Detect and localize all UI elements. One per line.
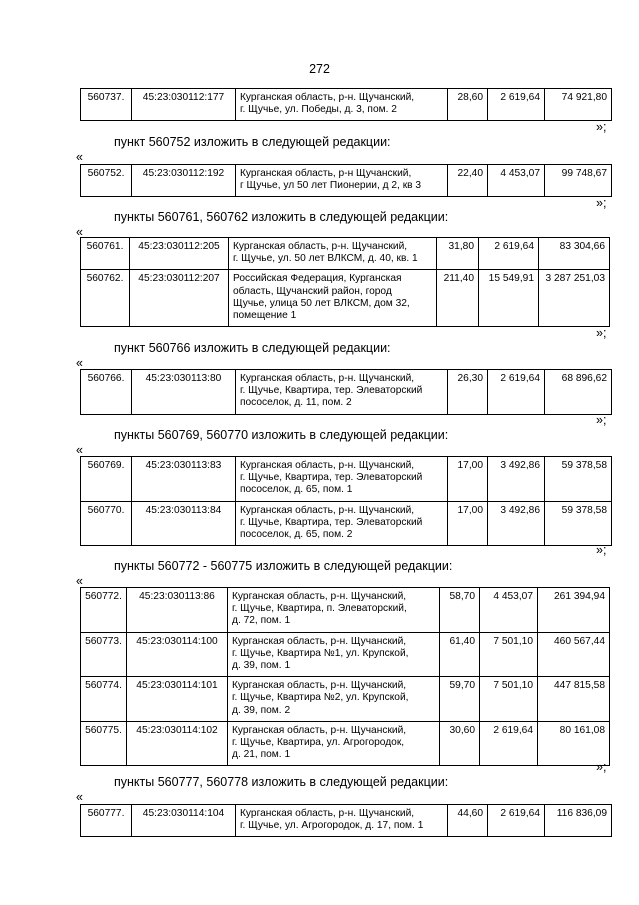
area-value: 17,00 [448, 501, 488, 546]
address-line: Курганская область, р-н. Щучанский, [233, 241, 408, 252]
open-quote: « [76, 356, 83, 370]
address-line: г. Щучье, ул. Агрогородок, д. 17, пом. 1 [240, 820, 424, 832]
address-cell [236, 165, 448, 197]
rate-value: 15 549,91 [479, 270, 539, 327]
total-value: 460 567,44 [538, 632, 610, 677]
address-line: г. Щучье, Квартира №2, ул. Крупской, [232, 692, 409, 704]
open-quote: « [76, 790, 83, 804]
total-value: 3 287 251,03 [539, 270, 610, 327]
address-line: г Щучье, ул 50 лет Пионерии, д 2, кв 3 [240, 180, 422, 192]
area-value: 28,60 [448, 89, 488, 121]
amendment-heading: пункт 560752 изложить в следующей редакции: [114, 135, 391, 149]
cadastral-number: 45:23:030114:102 [127, 721, 228, 766]
area-value: 31,80 [437, 238, 479, 270]
item-number: 560775. [81, 721, 127, 766]
rate-value: 3 492,86 [488, 501, 545, 546]
table-row [81, 370, 612, 415]
item-number: 560766. [81, 370, 132, 415]
total-value: 116 836,09 [545, 805, 612, 837]
address-line: пососелок, д. 11, пом. 2 [240, 397, 352, 409]
address-cell [228, 632, 440, 677]
item-number: 560773. [81, 632, 127, 677]
address-line: д. 21, пом. 1 [232, 749, 291, 761]
page-number: 272 [309, 62, 330, 76]
area-value: 211,40 [437, 270, 479, 327]
address-line: Российская Федерация, Курганская [233, 273, 402, 285]
amendment-heading: пункты 560769, 560770 изложить в следующей редакции: [114, 428, 449, 442]
rate-value: 2 619,64 [488, 89, 545, 121]
total-value: 74 921,80 [545, 89, 612, 121]
item-number: 560772. [81, 588, 127, 633]
item-number: 560774. [81, 677, 127, 722]
area-value: 44,60 [448, 805, 488, 837]
close-quote: »; [596, 120, 607, 134]
total-value: 80 161,08 [538, 721, 610, 766]
rate-value: 7 501,10 [480, 677, 538, 722]
address-cell [236, 457, 448, 502]
item-number: 560762. [81, 270, 130, 327]
item-number: 560737. [81, 89, 132, 121]
close-quote: »; [596, 196, 607, 210]
address-line: Курганская область, р-н. Щучанский, [240, 460, 415, 471]
address-line: Курганская область, р-н. Щучанский, [240, 504, 415, 516]
address-line: помещение 1 [233, 310, 297, 322]
registry-table-560777 [80, 804, 612, 837]
table-row [81, 632, 610, 677]
table-row [81, 721, 610, 766]
total-value: 99 748,67 [545, 165, 612, 197]
rate-value: 4 453,07 [488, 165, 545, 197]
open-quote: « [76, 225, 83, 239]
rate-value: 7 501,10 [480, 632, 538, 677]
area-value: 17,00 [448, 457, 488, 502]
address-cell [236, 89, 448, 121]
address-cell [236, 501, 448, 546]
close-quote: »; [596, 543, 607, 557]
address-line: Курганская область, р-н. Щучанский, [232, 591, 407, 602]
table-row [81, 270, 610, 327]
address-line: д. 39, пом. 2 [232, 704, 291, 716]
registry-table-560752 [80, 164, 612, 197]
total-value: 59 378,58 [545, 501, 612, 546]
open-quote: « [76, 150, 83, 164]
address-line: Курганская область, р-н. Щучанский, [232, 724, 407, 736]
address-cell [236, 370, 448, 415]
rate-value: 2 619,64 [488, 370, 545, 415]
area-value: 30,60 [440, 721, 480, 766]
registry-table-560737 [80, 88, 612, 121]
address-line: г. Щучье, Квартира, тер. Элеваторский [240, 472, 423, 484]
address-cell [229, 270, 437, 327]
registry-table-560766 [80, 369, 612, 415]
cadastral-number: 45:23:030113:86 [127, 588, 228, 633]
table-row [81, 457, 612, 502]
total-value: 68 896,62 [545, 370, 612, 415]
address-line: Курганская область, р-н. Щучанский, [232, 680, 407, 692]
amendment-heading: пункты 560777, 560778 изложить в следующей редакции: [114, 775, 449, 789]
area-value: 26,30 [448, 370, 488, 415]
address-cell [228, 588, 440, 633]
amendment-heading: пункты 560761, 560762 изложить в следующей редакции: [114, 210, 449, 224]
area-value: 22,40 [448, 165, 488, 197]
address-line: г. Щучье, Квартира, тер. Элеваторский [240, 385, 423, 397]
cadastral-number: 45:23:030112:207 [130, 270, 229, 327]
close-quote: »; [596, 326, 607, 340]
table-row [81, 588, 610, 633]
rate-value: 2 619,64 [480, 721, 538, 766]
cadastral-number: 45:23:030114:104 [132, 805, 236, 837]
cadastral-number: 45:23:030113:84 [132, 501, 236, 546]
open-quote: « [76, 443, 83, 457]
cadastral-number: 45:23:030112:192 [132, 165, 236, 197]
area-value: 61,40 [440, 632, 480, 677]
rate-value: 3 492,86 [488, 457, 545, 502]
open-quote: « [76, 574, 83, 588]
close-quote: »; [596, 760, 607, 774]
address-cell [228, 677, 440, 722]
item-number: 560770. [81, 501, 132, 546]
cadastral-number: 45:23:030113:83 [132, 457, 236, 502]
address-line: Курганская область, р-н. Щучанский, [240, 808, 415, 819]
cadastral-number: 45:23:030113:80 [132, 370, 236, 415]
address-line: г. Щучье, Квартира, п. Элеваторский, [232, 603, 407, 615]
item-number: 560752. [81, 165, 132, 197]
registry-table-560772-560775 [80, 587, 610, 766]
table-row [81, 165, 612, 197]
address-line: г. Щучье, Квартира, тер. Элеваторский [240, 516, 423, 528]
total-value: 261 394,94 [538, 588, 610, 633]
address-line: г. Щучье, Квартира №1, ул. Крупской, [232, 647, 409, 659]
total-value: 59 378,58 [545, 457, 612, 502]
registry-table-560769-560770 [80, 456, 612, 546]
total-value: 447 815,58 [538, 677, 610, 722]
table-row [81, 677, 610, 722]
rate-value: 4 453,07 [480, 588, 538, 633]
address-line: Курганская область, р-н Щучанский, [240, 168, 412, 179]
amendment-heading: пункты 560772 - 560775 изложить в следующей редакции: [114, 559, 453, 573]
rate-value: 2 619,64 [488, 805, 545, 837]
address-line: г. Щучье, Квартира, ул. Агрогородок, [232, 737, 405, 749]
table-row [81, 89, 612, 121]
address-line: Курганская область, р-н. Щучанский, [240, 373, 415, 384]
cadastral-number: 45:23:030112:205 [130, 238, 229, 270]
registry-table-560761-560762 [80, 237, 610, 327]
address-line: Курганская область, р-н. Щучанский, [240, 92, 415, 103]
address-cell [228, 721, 440, 766]
address-cell [229, 238, 437, 270]
address-line: г. Щучье, ул. Победы, д. 3, пом. 2 [240, 104, 397, 116]
address-line: Щучье, улица 50 лет ВЛКСМ, дом 32, [233, 297, 410, 309]
amendment-heading: пункт 560766 изложить в следующей редакции: [114, 341, 391, 355]
address-line: Курганская область, р-н. Щучанский, [232, 635, 407, 647]
cadastral-number: 45:23:030114:101 [127, 677, 228, 722]
item-number: 560769. [81, 457, 132, 502]
address-line: г. Щучье, ул. 50 лет ВЛКСМ, д. 40, кв. 1 [233, 253, 418, 265]
address-line: д. 72, пом. 1 [232, 615, 291, 627]
address-line: область, Щучанский район, город [233, 285, 392, 297]
area-value: 59,70 [440, 677, 480, 722]
cadastral-number: 45:23:030114:100 [127, 632, 228, 677]
address-line: пососелок, д. 65, пом. 2 [240, 529, 353, 541]
table-row [81, 238, 610, 270]
total-value: 83 304,66 [539, 238, 610, 270]
table-row [81, 805, 612, 837]
address-line: пососелок, д. 65, пом. 1 [240, 484, 353, 496]
close-quote: »; [596, 413, 607, 427]
address-line: д. 39, пом. 1 [232, 660, 291, 672]
rate-value: 2 619,64 [479, 238, 539, 270]
cadastral-number: 45:23:030112:177 [132, 89, 236, 121]
item-number: 560777. [81, 805, 132, 837]
area-value: 58,70 [440, 588, 480, 633]
address-cell [236, 805, 448, 837]
item-number: 560761. [81, 238, 130, 270]
table-row [81, 501, 612, 546]
